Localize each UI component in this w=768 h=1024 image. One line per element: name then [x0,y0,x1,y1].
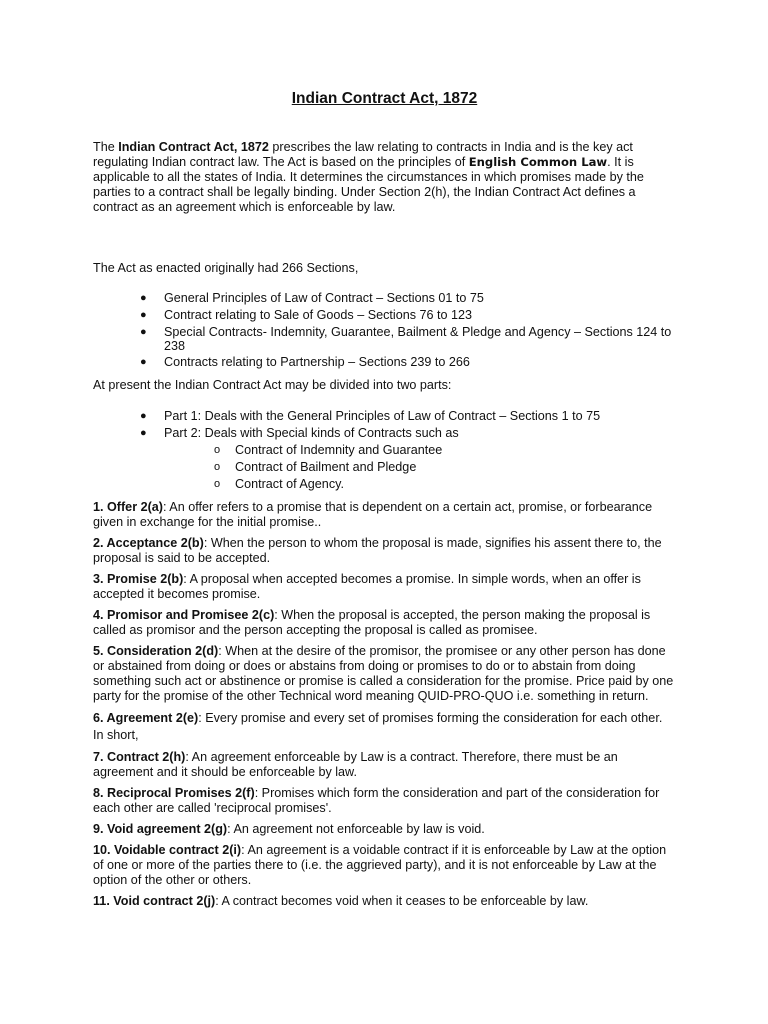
definition-text: : When the proposal is accepted, the person making the proposal is called as promisor and the person accepting the proposal is called as promisee. [93,608,651,637]
definition-text: : Promises which form the consideration and part of the consideration for each other are called 'reciprocal promises'. [93,786,660,815]
list-item-text: Part 2: Deals with Special kinds of Contracts such as [164,426,459,440]
definition-term: 11. Void contract 2(j) [93,894,216,908]
definition-term: 9. Void agreement 2(g) [93,822,228,836]
definition-term: 4. Promisor and Promisee 2(c) [93,608,275,622]
definition-text: : An agreement is a voidable contract if it is enforceable by Law at the option of one or more of the parties there to (i.e. the aggrieved party), and it is not enforceable by Law at the option of the other or others. [93,843,667,887]
present-paragraph: At present the Indian Contract Act may be divided into two parts: [93,378,452,392]
definition-text: : A contract becomes void when it ceases to be enforceable by law. [215,894,589,908]
definition-term: 10. Voidable contract 2(i) [93,843,242,857]
bullet-icon: ● [140,427,147,439]
intro-text-1: The [93,140,119,154]
definition-term: 3. Promise 2(b) [93,572,184,586]
definition-term: 8. Reciprocal Promises 2(f) [93,786,255,800]
sub-list-item-text: Contract of Bailment and Pledge [235,460,417,474]
sub-list-item-text: Contract of Indemnity and Guarantee [235,443,443,457]
list-item-text: General Principles of Law of Contract – Sections 01 to 75 [164,291,484,305]
sub-list-item [93,477,676,492]
definition-item [93,822,676,837]
intro-bold-act: Indian Contract Act, 1872 [118,140,269,154]
definition-item [93,536,676,566]
list-item-text: Contracts relating to Partnership – Sections 239 to 266 [164,355,470,369]
page-title: Indian Contract Act, 1872 [291,90,478,107]
bullet-icon: ● [140,410,147,422]
definition-item [93,644,676,704]
definition-item [93,572,676,602]
definition-text: : A proposal when accepted becomes a promise. In simple words, when an offer is accepted it becomes promise. [93,572,641,601]
sub-list-item [93,460,676,475]
definition-item [93,608,676,638]
definition-text: : Every promise and every set of promises forming the consideration for each other. In short, [93,711,663,742]
enacted-paragraph: The Act as enacted originally had 266 Sections, [93,261,359,275]
circle-bullet-icon: o [214,478,221,490]
definition-text: : When the person to whom the proposal is made, signifies his assent there to, the proposal is said to be accepted. [93,536,662,565]
parts-list [93,409,676,494]
intro-bold-common-law: English Common Law [468,155,608,169]
list-item [93,325,676,353]
list-item [93,409,676,424]
sub-list-item-text: Contract of Agency. [235,477,344,491]
definition-item [93,750,676,780]
definition-text: : An agreement not enforceable by law is void. [227,822,485,836]
sections-list [93,291,676,372]
circle-bullet-icon: o [214,461,221,473]
intro-paragraph [93,140,676,215]
definition-term: 1. Offer 2(a) [93,500,163,514]
definition-text: : When at the desire of the promisor, the promisee or any other person has done or abstained from doing or does or abstains from doing or promises to do or to abstain from doing something such act or abstinence or promise is called a consideration for the promise. Price paid by one party for the promise of the other Technical word meaning QUID-PRO-QUO i.e. something in return. [93,644,674,703]
sub-parts-list [93,443,676,492]
list-item [93,308,676,323]
intro-text-3: . It is applicable to all the states of India. It determines the circumstances in which promises made by the parties to a contract shall be legally binding. Under Section 2(h), the Indian Contract Act defines a contract as an agreement which is enforceable by law. [93,155,644,214]
list-item [93,426,676,441]
sub-list-item [93,443,676,458]
definition-text: : An agreement enforceable by Law is a contract. Therefore, there must be an agreement and it should be enforceable by law. [93,750,618,779]
definition-term: 6. Agreement 2(e) [93,711,199,725]
circle-bullet-icon: o [214,444,221,456]
definition-item [93,786,676,816]
list-item [93,291,676,306]
bullet-icon: ● [140,292,147,304]
definition-item [93,843,676,888]
definition-item [93,710,676,744]
definition-term: 5. Consideration 2(d) [93,644,219,658]
definition-item [93,500,676,530]
list-item-text: Part 1: Deals with the General Principles of Law of Contract – Sections 1 to 75 [164,409,601,423]
intro-text-2: prescribes the law relating to contracts in India and is the key act regulating Indian contract law. The Act is based on the principles of [93,140,633,169]
list-item-text: Special Contracts- Indemnity, Guarantee, Bailment & Pledge and Agency – Sections 124 to 238 [164,325,672,353]
bullet-icon: ● [140,309,147,321]
definition-text: : An offer refers to a promise that is dependent on a certain act, promise, or forbearance given in exchange for the initial promise.. [93,500,653,529]
definition-item [93,894,676,909]
definition-term: 7. Contract 2(h) [93,750,186,764]
bullet-icon: ● [140,326,147,338]
definition-term: 2. Acceptance 2(b) [93,536,204,550]
list-item [93,355,676,370]
definitions-list [93,500,676,915]
bullet-icon: ● [140,356,147,368]
list-item-text: Contract relating to Sale of Goods – Sections 76 to 123 [164,308,473,322]
